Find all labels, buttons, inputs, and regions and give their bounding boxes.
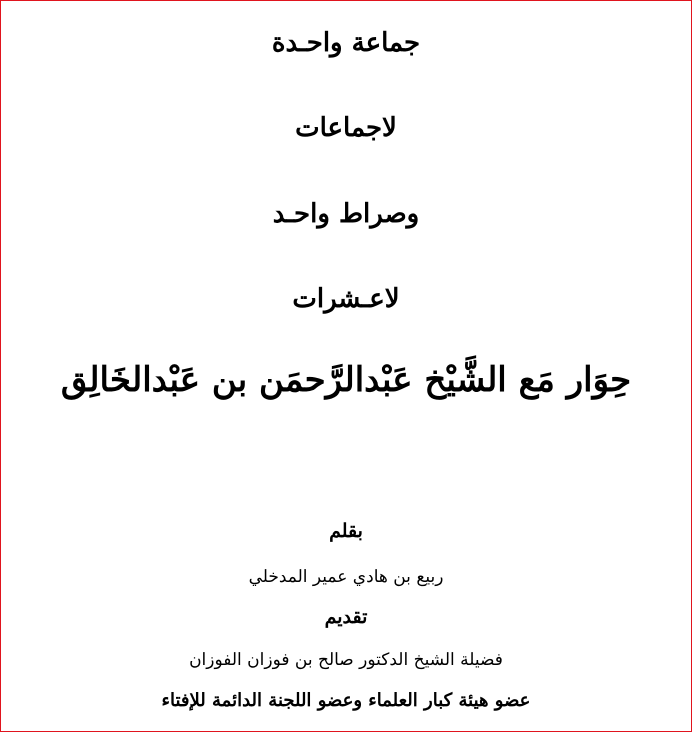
introduction-role: عضو هيئة كبار العلماء وعضو اللجنة الدائمة للإفتاء — [161, 690, 531, 711]
cover-line-3: وصراط واحـد — [272, 199, 420, 229]
author-name: ربيع بن هادي عمير المدخلي — [248, 567, 444, 587]
introduction-name: فضيلة الشيخ الدكتور صالح بن فوزان الفوزان — [189, 650, 503, 670]
author-label: بقلم — [329, 520, 363, 542]
cover-line-1: جماعة واحـدة — [271, 28, 421, 58]
cover-line-4: لاعـشرات — [292, 284, 400, 314]
cover-line-2: لاجماعات — [295, 113, 397, 143]
introduction-label: تقديم — [324, 606, 368, 628]
book-title: حِوَار مَع الشَّيْخ عَبْدالرَّحمَن بن عَبْدالخَالِق — [60, 360, 632, 400]
